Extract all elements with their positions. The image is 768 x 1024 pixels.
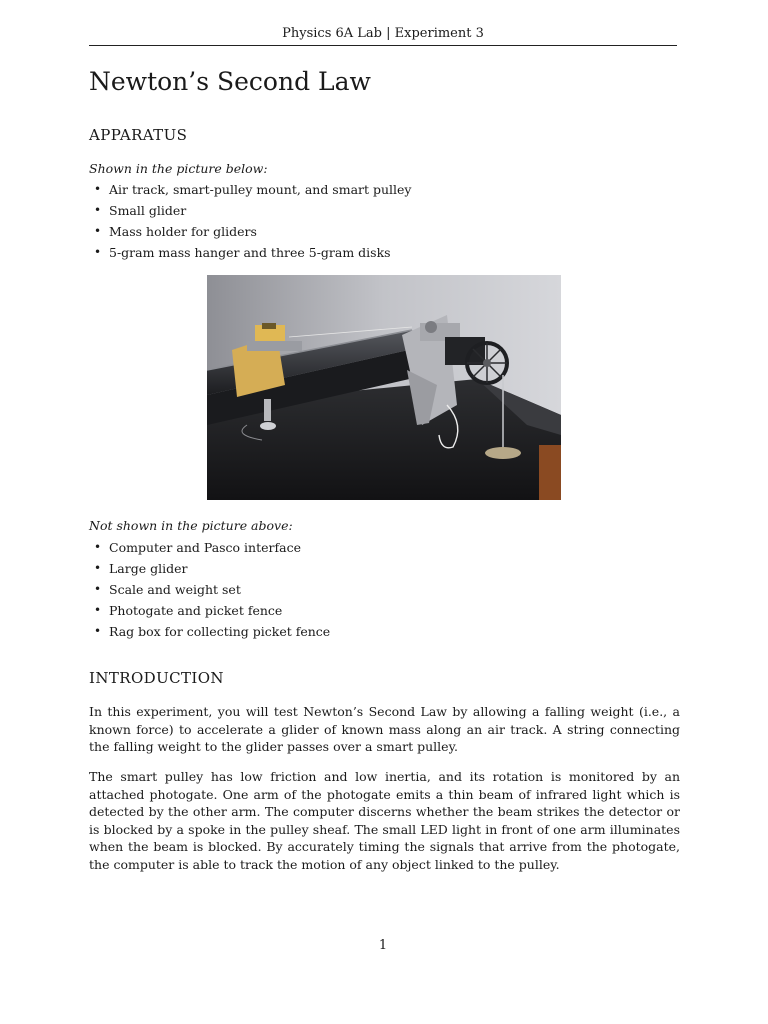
bullet-icon: • [94,245,102,259]
bullet-icon: • [94,540,102,554]
bullet-icon: • [94,182,102,196]
apparatus-heading: APPARATUS [89,126,188,144]
list-item: • Scale and weight set [89,579,330,600]
list-item: • Air track, smart-pulley mount, and smart pulley [89,179,412,200]
header-rule [89,45,677,46]
list-item: • Photogate and picket fence [89,600,330,621]
intro-paragraph-2: The smart pulley has low friction and low inertia, and its rotation is monitored by an attached photogate. One arm of the photogate emits a thin beam of infrared light which is detected by the other arm. The computer discerns whether the beam strikes the detector or is blocked by a spoke in the pulley sheaf. The small LED light in front of one arm illuminates when the beam is blocked. By accurately timing the signals that arrive from the photogate, the computer is able to track the motion of any object linked to the pulley. [89,769,680,872]
not-shown-caption: Not shown in the picture above: [89,518,293,533]
list-item: • 5-gram mass hanger and three 5-gram disks [89,242,412,263]
bullet-icon: • [94,624,102,638]
bullet-icon: • [94,582,102,596]
shown-items-list [89,179,412,263]
shown-caption: Shown in the picture below: [89,161,268,176]
page-title: Newton’s Second Law [89,67,371,96]
bullet-icon: • [94,561,102,575]
bullet-icon: • [94,603,102,617]
bullet-icon: • [94,224,102,238]
intro-paragraph-1: In this experiment, you will test Newton’s Second Law by allowing a falling weight (i.e., a known force) to accelerate a glider of known mass along an air track. A string connecting the falling weight to the glider passes over a smart pulley. [89,704,680,754]
bullet-icon: • [94,203,102,217]
list-item: • Small glider [89,200,412,221]
list-item: • Large glider [89,558,330,579]
page-number: 1 [378,938,388,953]
list-item: • Rag box for collecting picket fence [89,621,330,642]
not-shown-items-list [89,537,330,642]
apparatus-photo [207,275,561,500]
list-item: • Mass holder for gliders [89,221,412,242]
list-item: • Computer and Pasco interface [89,537,330,558]
running-header: Physics 6A Lab | Experiment 3 [282,26,484,41]
introduction-heading: INTRODUCTION [89,669,224,687]
